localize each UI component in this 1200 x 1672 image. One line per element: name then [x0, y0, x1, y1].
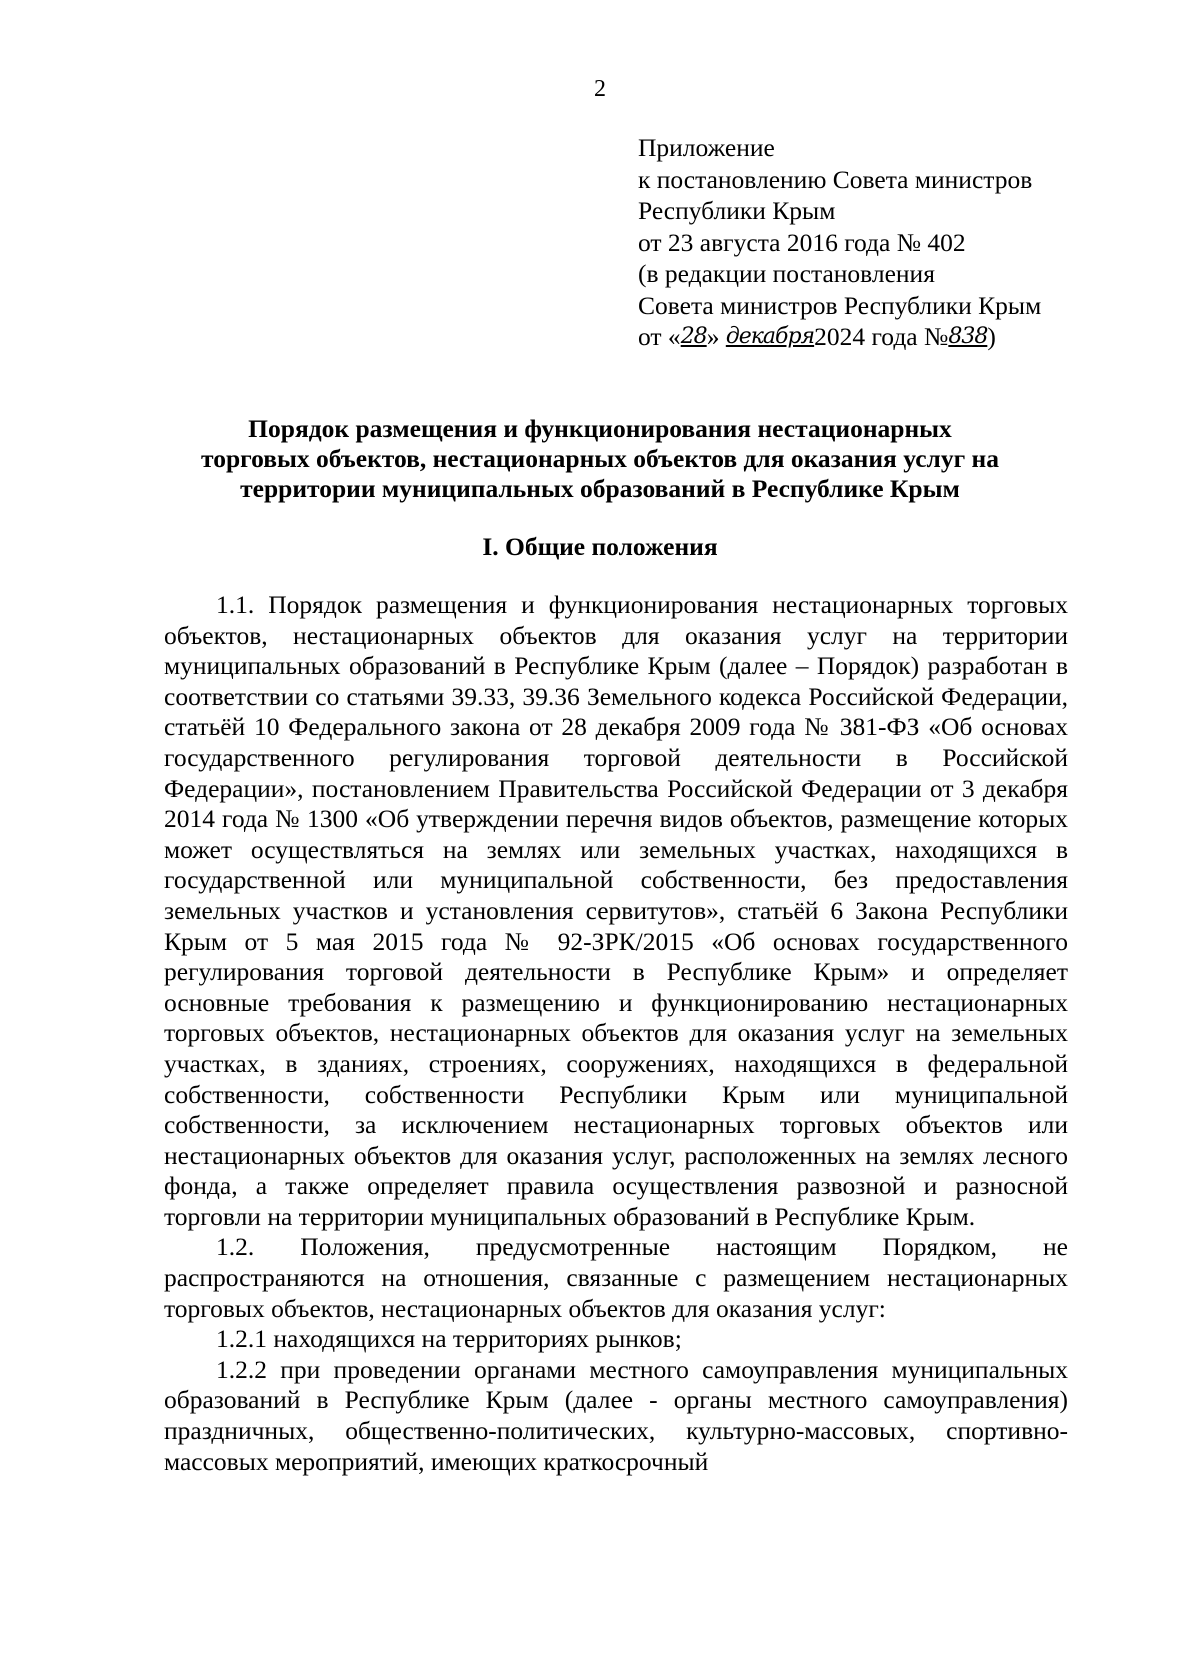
page-number: 2: [594, 76, 606, 102]
appendix-block: [638, 132, 1078, 355]
paragraph-1-2-2: 1.2.2 при проведении органами местного самоуправления муниципальных образований в Республике Крым (далее - органы местного самоуправления) праздничных, общественно-политических, культурно-массовых, спортивно-массовых мероприятий, имеющих краткосрочный: [164, 1354, 1068, 1476]
appendix-line: Совета министров Республики Крым: [638, 290, 1042, 320]
document-body: [164, 590, 1068, 1477]
date-year: 2024 года №: [814, 322, 949, 351]
paragraph-1-2: 1.2. Положения, предусмотренные настоящим Порядком, не распространяются на отношения, связанные с размещением нестационарных торговых объектов, нестационарных объектов для оказания услуг:: [164, 1232, 1068, 1323]
appendix-line: Приложение: [638, 133, 775, 162]
paragraph-1-2-1: 1.2.1 находящихся на территориях рынков;: [216, 1324, 682, 1354]
date-prefix: от «: [638, 322, 681, 351]
handwritten-month: декабря: [725, 324, 815, 349]
title-line: территории муниципальных образований в Республике Крым: [240, 474, 960, 503]
appendix-line: от 23 августа 2016 года № 402: [638, 227, 966, 257]
date-close: ): [987, 322, 996, 351]
section-heading: I. Общие положения: [482, 532, 718, 561]
appendix-line: Республики Крым: [638, 196, 836, 225]
handwritten-day: 28: [680, 324, 707, 349]
date-sep: »: [706, 322, 726, 351]
document-title: [150, 414, 1050, 504]
title-line: Порядок размещения и функционирования нестационарных: [248, 414, 952, 443]
appendix-line: к постановлению Совета министров: [638, 164, 1033, 194]
handwritten-number: 838: [948, 324, 988, 349]
appendix-line: (в редакции постановления: [638, 259, 935, 288]
title-line: торговых объектов, нестационарных объектов для оказания услуг на: [201, 444, 999, 473]
appendix-date-line: [638, 321, 1078, 355]
paragraph-1-1: 1.1. Порядок размещения и функционирования нестационарных торговых объектов, нестационарных объектов для оказания услуг на территории муниципальных образований в Республике Крым (далее – Порядок) разработан в соответствии со статьями 39.33, 39.36 Земельного кодекса Российской Федерации, статьёй 10 Федерального закона от 28 декабря 2009 года № 381-ФЗ «Об основах государственного регулирования торговой деятельности в Российской Федерации», постановлением Правительства Российской Федерации от 3 декабря 2014 года № 1300 «Об утверждении перечня видов объектов, размещение которых может осуществляться на землях или земельных участках, находящихся в государственной или муниципальной собственности, без предоставления земельных участков и установления сервитутов», статьёй 6 Закона Республики Крым от 5 мая 2015 года № 92-ЗРК/2015 «Об основах государственного регулирования торговой деятельности в Республике Крым» и определяет основные требования к размещению и функционированию нестационарных торговых объектов, нестационарных объектов для оказания услуг на земельных участках, в зданиях, строениях, сооружениях, находящихся в федеральной собственности, собственности Республики Крым или муниципальной собственности, за исключением нестационарных торговых объектов или нестационарных объектов для оказания услуг, расположенных на землях лесного фонда, а также определяет правила осуществления развозной и разносной торговли на территории муниципальных образований в Республике Крым.: [164, 590, 1068, 1231]
